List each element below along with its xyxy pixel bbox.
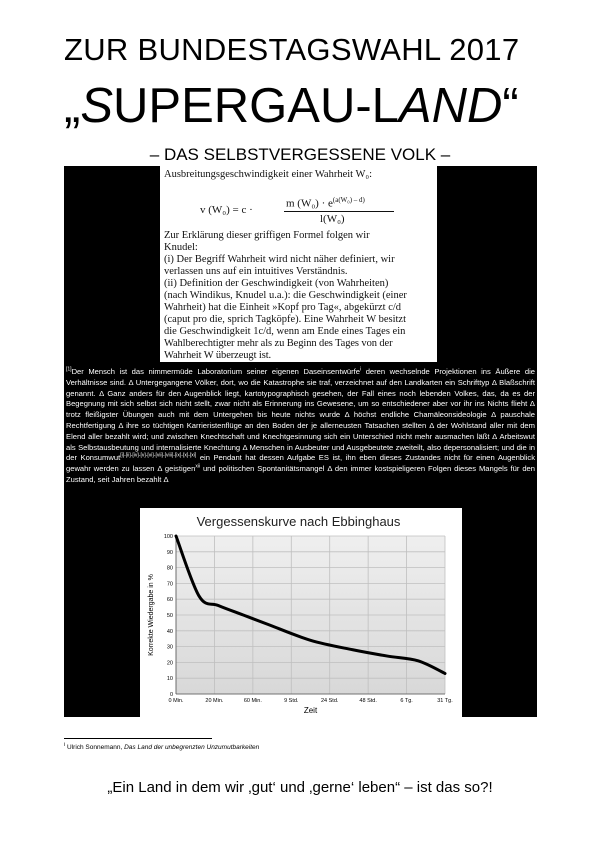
x-tick-label: 20 Min. — [205, 698, 224, 704]
forgetting-curve-chart — [140, 508, 462, 717]
body-p2: deren wechselnde Projektionen ins Äußere die Verhältnisse sind. Δ Untergegangene Völker, dort, wo die Katastrophe sie traf, verzeichnet auf den Landkarten ein Schrifttyp Δ Blaßschrift genannt. Δ Ganz anders für den Augenblick liegt, kartotypographisch gesehen, der Fall eines noch lebenden Volkes, das, da es der Begegnung mit sich selbst sich nicht stellt, zwar nicht als Erinnerung ins Gewesene, um so entschiedener aber vor ihr ins Nichts flieht Δ trotz fleißigster Übungen auch mit dem Untergehen bis heute nichts wurde Δ höchst endliche Chamäleonsideologie Δ pauschale Rechtfertigung Δ ihre so tüchtigen Karrieristenflüge an den Boden der je allerneusten Tatsachen stellten Δ der Wohlstand aller mit dem Elend aller bezahlt wird; und zwischen Knechtschaft und Knechtgesinnung sich ein Unterschied nicht mehr ausmachen läßt Δ Arbeitswut als Selbstausbeutung und internalisierte Knechtung Δ Menschen in Ausbeuter und Ausgebeutete zweiteilt, also depersonalisiert; und die in der Konsumwut — [66, 367, 535, 463]
body-sup1: i — [360, 366, 362, 373]
formula-line: Wahrheit W überzeugt ist. — [164, 350, 272, 361]
formula-line: Zur Erklärung dieser griffigen Formel folgen wir — [164, 230, 370, 241]
formula-fraction-bar — [284, 211, 394, 212]
y-tick-label: 30 — [166, 644, 173, 651]
y-tick-label: 80 — [166, 565, 173, 572]
header-title — [64, 78, 519, 134]
title-open-quote: „ — [64, 79, 81, 133]
x-tick-label: 9 Std. — [284, 698, 299, 704]
footnote-number: i — [64, 742, 66, 748]
body-text — [64, 364, 537, 508]
x-tick-label: 6 Tg. — [400, 698, 413, 704]
x-tick-label: 31 Tg. — [437, 698, 453, 704]
formula-denominator: l(W₀) — [320, 213, 345, 225]
formula-numerator — [286, 196, 365, 210]
formula-line: die Geschwindigkeit 1c/d, wenn am Ende eines Tages ein — [164, 326, 406, 337]
formula-heading: Ausbreitungsgeschwindigkeit einer Wahrheit W₀: — [164, 169, 373, 180]
y-tick-label: 10 — [166, 676, 173, 683]
header-line1: ZUR BUNDESTAGSWAHL 2017 — [64, 32, 520, 67]
body-p3: ein Pendant hat dessen Aufgabe ES ist, ihn eben dieses Zustandes nicht für einen Augenblick gewahr werden zu lassen Δ geistigen — [66, 453, 536, 474]
body-p1: Der Mensch ist das nimmermüde Laboratorium seiner eigenen Daseinsentwürfe — [71, 367, 361, 376]
formula-line: verlassen uns auf ein intuitives Verständnis. — [164, 266, 348, 277]
body-ref: [1] — [66, 366, 72, 373]
formula-line: (nach Windikus, Knudel u.a.): die Geschwindigkeit (einer — [164, 290, 407, 301]
title-part-l: -L — [355, 79, 399, 133]
formula-exponent: (a(W₀) – d) — [332, 196, 365, 204]
formula-line: Wahlberechtigter mehr als zu Beginn des Tages von der — [164, 338, 393, 349]
footnote — [64, 742, 259, 751]
body-sup2: [i]-[ii]-[iv]-[v]-[vi]-[vii]-[viii]-[ix]-[x]-[xi] — [120, 452, 197, 459]
y-tick-label: 0 — [169, 692, 173, 698]
x-tick-label: 48 Std. — [359, 698, 377, 704]
y-tick-label: 40 — [166, 628, 173, 635]
formula-image — [160, 166, 437, 362]
formula-line: (ii) Definition der Geschwindigkeit (von Wahrheiten) — [164, 278, 389, 289]
x-tick-label: 60 Min. — [243, 698, 262, 704]
y-tick-label: 20 — [166, 660, 173, 667]
y-tick-label: 50 — [166, 613, 173, 619]
body-sup3: xii — [195, 463, 201, 470]
formula-line: (caput pro die, sprich Tagköpfe). Eine Wahrheit W besitzt — [164, 314, 406, 325]
chart-svg — [140, 508, 462, 717]
y-tick-label: 90 — [166, 549, 173, 556]
closing-question: „Ein Land in dem wir ‚gut‘ und ‚gerne‘ leben“ – ist das so?! — [107, 779, 493, 796]
formula-numerator-text: m (W₀) · e — [286, 197, 333, 210]
header-subtitle: – DAS SELBSTVERGESSENE VOLK – — [149, 145, 451, 164]
y-tick-label: 70 — [166, 581, 173, 588]
title-part-upergau: UPERGAU — [113, 79, 356, 133]
chart-title: Vergessenskurve nach Ebbinghaus — [196, 514, 401, 529]
body-p4: und politischen Spontanitätsmangel Δ den immer kostspieligeren Folgen dieses Mangels für den Zustand, seit Jahren bezahlt Δ — [66, 464, 535, 484]
title-part-and: AND — [398, 79, 503, 133]
formula-line: (i) Der Begriff Wahrheit wird nicht näher definiert, wir — [164, 254, 395, 265]
footnote-divider — [64, 738, 212, 739]
title-close-quote: “ — [502, 79, 519, 133]
x-tick-label: 24 Std. — [320, 698, 339, 704]
y-tick-label: 60 — [166, 597, 173, 604]
y-tick-label: 100 — [163, 534, 173, 540]
x-tick-label: 0 Min. — [168, 698, 184, 704]
x-axis-label: Zeit — [303, 706, 318, 715]
y-axis-label: Korrekte Wiedergabe in % — [148, 574, 155, 656]
title-part-s: S — [80, 79, 114, 133]
footnote-author: Ulrich Sonnemann, — [67, 744, 125, 752]
formula-lhs: v (W₀) = c · — [200, 204, 253, 216]
formula-line: Wahrheit) hat die Einheit »Kopf pro Tag«, abgekürzt c/d — [164, 302, 402, 313]
formula-line: Knudel: — [164, 242, 198, 253]
footnote-title: Das Land der unbegrenzten Unzumutbarkeiten — [124, 744, 260, 752]
